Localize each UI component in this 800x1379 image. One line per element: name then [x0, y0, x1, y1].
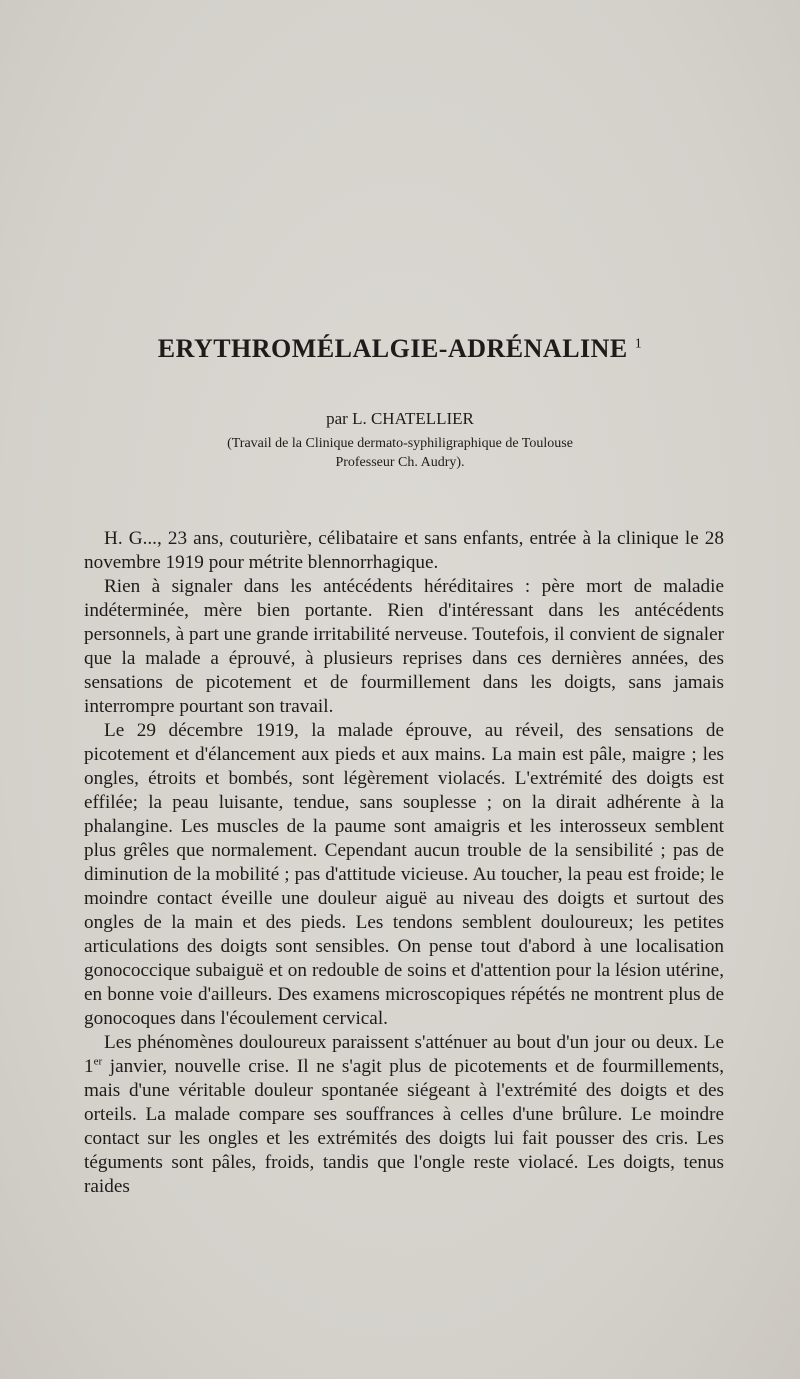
- article-body: [84, 527, 724, 1199]
- title-text: ERYTHROMÉLALGIE-ADRÉNALINE: [157, 334, 628, 363]
- author-line: par L. CHATELLIER: [326, 409, 474, 428]
- paragraph-4: [84, 1031, 724, 1199]
- paragraph-3: Le 29 décembre 1919, la malade éprouve, au réveil, des sensations de picotement et d'élancement aux pieds et aux mains. La main est pâle, maigre ; les ongles, étroits et bombés, sont légèrement violacés. L'extrémité des doigts est effilée; la peau luisante, tendue, sans souplesse ; on la dirait adhérente à la phalangine. Les muscles de la paume sont amaigris et les interosseux semblent plus grêles que normalement. Cependant aucun trouble de la sensibilité ; pas de diminution de la mobilité ; pas d'attitude vicieuse. Au toucher, la peau est froide; le moindre contact éveille une douleur aiguë au niveau des doigts et surtout des ongles de la main et des pieds. Les tendons semblent douloureux; les petites articulations des doigts sont sensibles. On pense tout d'abord à une localisation gonococcique subaiguë et on redouble de soins et d'attention pour la lésion utérine, en bonne voie d'ailleurs. Des examens microscopiques répétés ne montrent plus de gonocoques dans l'écoulement cervical.: [84, 720, 724, 1029]
- paragraph-1: H. G..., 23 ans, couturière, célibataire et sans enfants, entrée à la clinique le 28 novembre 1919 pour métrite blennorrhagique.: [84, 528, 724, 573]
- affiliation-line-1: (Travail de la Clinique dermato-syphiligraphique de Toulouse: [227, 436, 573, 451]
- title-footnote-mark: 1: [634, 336, 643, 352]
- paragraph-4-end: janvier, nouvelle crise. Il ne s'agit plus de picotements et de fourmillements, mais d'une véritable douleur spontanée siégeant à l'extrémité des doigts et des orteils. La malade compare ses souffrances à celles d'une brûlure. Le moindre contact sur les ongles et les extrémités des doigts lui fait pousser des cris. Les téguments sont pâles, froids, tandis que l'ongle reste violacé. Les doigts, tenus raides: [84, 1056, 724, 1197]
- article-title: [0, 334, 800, 364]
- paragraph-2: Rien à signaler dans les antécédents héréditaires : père mort de maladie indéterminée, mère bien portante. Rien d'intéressant dans les antécédents personnels, à part une grande irritabilité nerveuse. Toutefois, il convient de signaler que la malade a éprouvé, à plusieurs reprises dans ces dernières années, des sensations de picotement et de fourmillement dans les doigts, sans jamais interrompre pourtant son travail.: [84, 576, 724, 717]
- affiliation-line-2: Professeur Ch. Audry).: [335, 455, 465, 470]
- ordinal-superscript: er: [93, 1055, 103, 1068]
- affiliation: [0, 434, 800, 472]
- paragraph-4-start: Les phénomènes douloureux paraissent s'atténuer au bout d'un jour ou deux. Le 1: [84, 1032, 724, 1077]
